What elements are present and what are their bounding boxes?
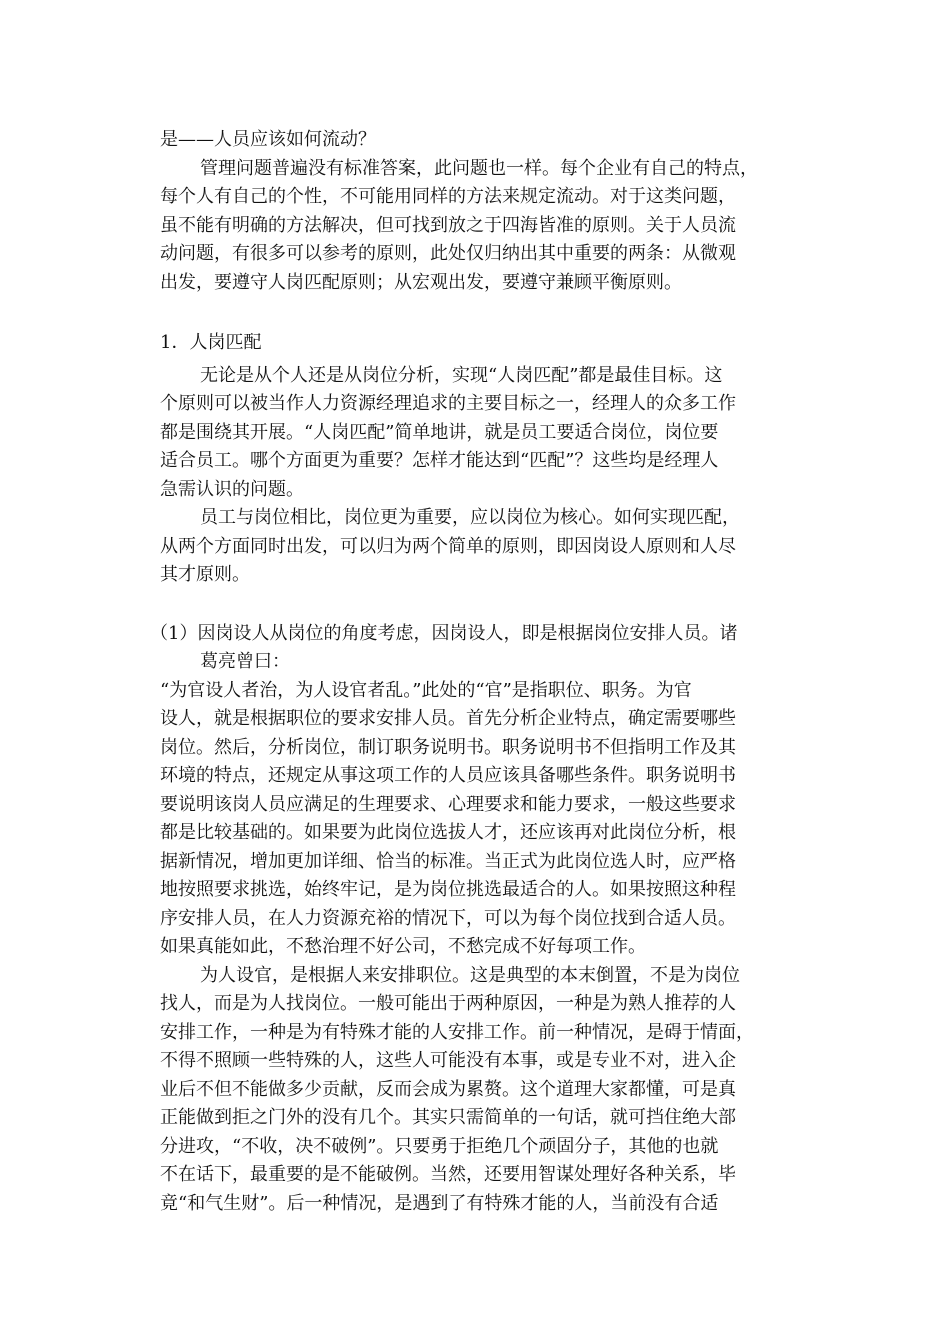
subsection-heading xyxy=(150,620,810,677)
intro-lead-line: 是——人员应该如何流动？ xyxy=(160,129,376,150)
subsection-heading-line-2: 葛亮曾曰： xyxy=(200,651,290,672)
document-page xyxy=(150,126,810,1218)
section1-paragraph-1: 无论是从个人还是从岗位分析，实现“人岗匹配”都是最佳目标。这 个原则可以被当作人力资源经理追求的主要目标之一，经理人的众多工作 都是围绕其开展。“人岗匹配”简单地讲，就是员工要适合岗位，岗位要 适合员工。哪个方面更为重要？怎样才能达到“匹配”？这些均是经理人 急需认识的问题。 xyxy=(160,364,736,500)
subsection-paragraph-1: “为官设人者治，为人设官者乱。”此处的“官”是指职位、职务。为官 设人，就是根据职位的要求安排人员。首先分析企业特点，确定需要哪些 岗位。然后，分析岗位，制订职务说明书。职务说明书不但指明工作及其 环境的特点，还规定从事这项工作的人员应该具备哪些条件。职务说明书 要说明该岗人员应满足的生理要求、心理要求和能力要求，一般这些要求 都是比较基础的。如果要为此岗位选拔人才，还应该再对此岗位分析，根 据新情况，增加更加详细、恰当的标准。当正式为此岗位选人时，应严格 地按照要求挑选，始终牢记，是为岗位挑选最适合的人。如果按照这种程 序安排人员，在人力资源充裕的情况下，可以为每个岗位找到合适人员。 如果真能如此，不愁治理不好公司，不愁完成不好每项工作。 xyxy=(160,679,736,957)
subsection-paragraph-2: 为人设官，是根据人来安排职位。这是典型的本末倒置，不是为岗位 找人，而是为人找岗位。一般可能出于两种原因，一种是为熟人推荐的人 安排工作，一种是为有特殊才能的人安排工作。前一种情况，是碍于情面， 不得不照顾一些特殊的人，这些人可能没有本事，或是专业不对，进入企 业后不但不能做多少贡献，反而会成为累赘。这个道理大家都懂，可是真 正能做到拒之门外的没有几个。其实只需简单的一句话，就可挡住绝大部 分进攻，“不收，决不破例”。只要勇于拒绝几个顽固分子，其他的也就 不在话下，最重要的是不能破例。当然，还要用智谋处理好各种关系，毕 竟“和气生财”。后一种情况，是遇到了有特殊才能的人，当前没有合适 xyxy=(160,964,754,1214)
subsection-heading-line-1: （1）因岗设人从岗位的角度考虑，因岗设人，即是根据岗位安排人员。诸 xyxy=(150,622,738,644)
intro-paragraph: 管理问题普遍没有标准答案，此问题也一样。每个企业有自己的特点， 每个人有自己的个性，不可能用同样的方法来规定流动。对于这类问题， 虽不能有明确的方法解决，但可找到放之于四海皆准的原则。关于人员流 动问题，有很多可以参考的原则，此处仅归纳出其中重要的两条：从微观 出发，要遵守人岗匹配原则；从宏观出发，要遵守兼顾平衡原则。 xyxy=(160,157,758,293)
section-heading-person-job-match: 1．人岗匹配 xyxy=(160,332,262,353)
section1-paragraph-2: 员工与岗位相比，岗位更为重要，应以岗位为核心。如何实现匹配， 从两个方面同时出发，可以归为两个简单的原则，即因岗设人原则和人尽 其才原则。 xyxy=(160,507,740,585)
